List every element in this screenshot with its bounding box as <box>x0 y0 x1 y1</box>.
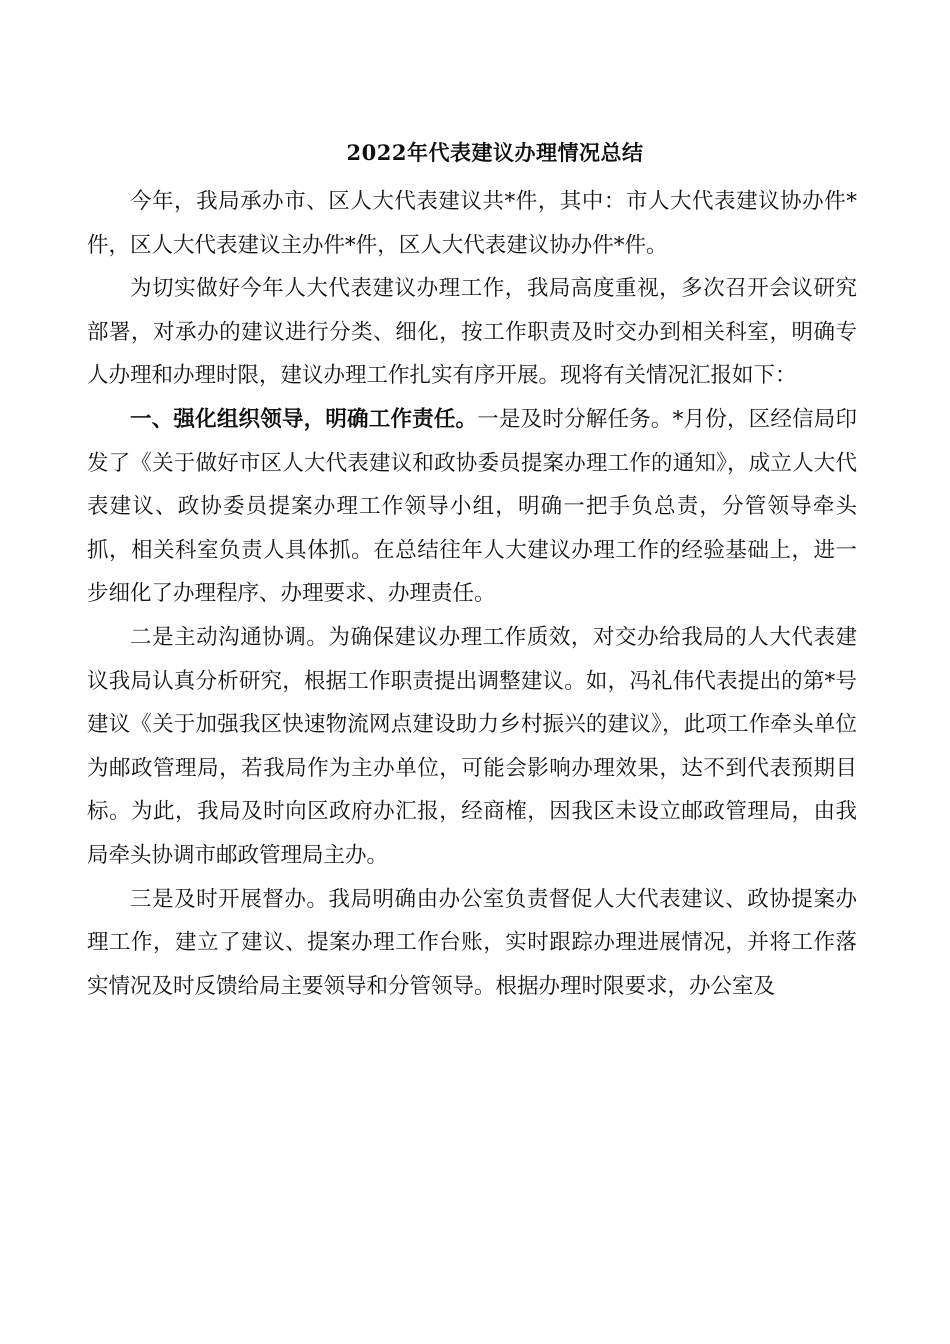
paragraph-coordination <box>87 616 857 878</box>
paragraph-text: 今年，我局承办市、区人大代表建议共*件，其中：市人大代表建议协办件*件，区人大代表建议主办件*件，区人大代表建议协办件*件。 <box>87 189 857 258</box>
paragraph-text: 为切实做好今年人大代表建议办理工作，我局高度重视，多次召开会议研究部署，对承办的建议进行分类、细化，按工作职责及时交办到相关科室，明确专人办理和办理时限，建议办理工作扎实有序开展。现将有关情况汇报如下： <box>87 276 857 389</box>
paragraph-intro <box>87 180 857 267</box>
paragraph-text: 二是主动沟通协调。为确保建议办理工作质效，对交办给我局的人大代表建议我局认真分析研究，根据工作职责提出调整建议。如，冯礼伟代表提出的第*号建议《关于加强我区快速物流网点建设助力乡村振兴的建议》，此项工作牵头单位为邮政管理局，若我局作为主办单位，可能会影响办理效果，达不到代表预期目标。为此，我局及时向区政府办汇报，经商榷，因我区未设立邮政管理局，由我局牵头协调市邮政管理局主办。 <box>87 624 857 868</box>
document-body <box>87 180 857 1008</box>
section-heading: 一、强化组织领导，明确工作责任。 <box>130 406 478 432</box>
paragraph-text: 三是及时开展督办。我局明确由办公室负责督促人大代表建议、政协提案办理工作，建立了建议、提案办理工作台账，实时跟踪办理进展情况，并将工作落实情况及时反馈给局主要领导和分管领导。根据办理时限要求，办公室及 <box>87 886 857 999</box>
paragraph-supervision <box>87 878 857 1009</box>
paragraph-text: 一是及时分解任务。*月份，区经信局印发了《关于做好市区人大代表建议和政协委员提案办理工作的通知》，成立人大代表建议、政协委员提案办理工作领导小组，明确一把手负总责，分管领导牵头抓，相关科室负责人具体抓。在总结往年人大建议办理工作的经验基础上，进一步细化了办理程序、办理要求、办理责任。 <box>87 406 857 607</box>
paragraph-overview <box>87 267 857 398</box>
paragraph-section-one <box>87 398 857 616</box>
document-title: 2022年代表建议办理情况总结 <box>346 140 644 165</box>
